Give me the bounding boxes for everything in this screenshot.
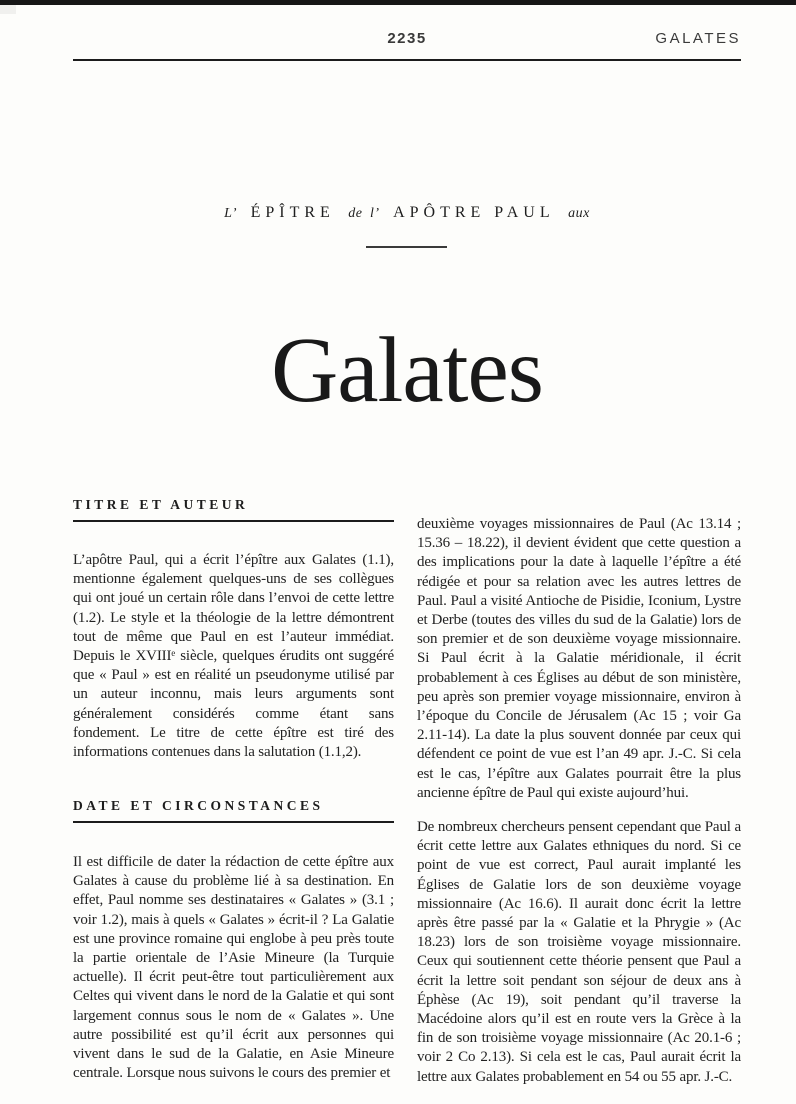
title-kicker bbox=[73, 204, 741, 222]
header-rule bbox=[73, 59, 741, 61]
paragraph-titre-et-auteur: L’apôtre Paul, qui a écrit l’épître aux Galates (1.1), mentionne également quelques-uns de ses collègues qui ont joué un certain rôle dans l’envoi de cette lettre (1.2). Le style et la théologie de la lettre démontrent tout de même que Paul en est l’auteur immédiat. Depuis le XVIIIᵉ siècle, quelques érudits ont suggéré que « Paul » est en réalité un pseudonyme utilisé par un auteur inconnu, mais leurs arguments sont généralement considérés comme étant sans fondement. Le titre de cette épître est tiré des informations contenues dans la salutation (1.1,2). bbox=[73, 552, 394, 761]
kicker-word-epitre: ÉPÎTRE bbox=[250, 204, 335, 221]
section-heading-titre-et-auteur: TITRE ET AUTEUR bbox=[73, 497, 394, 522]
paragraph-right-continuation: deuxième voyages missionnaires de Paul (Ac 13.14 ; 15.36 – 18.22), il devient évident que cette question a des implications pour la date à laquelle l’épître a été rédigée et pour sa relation avec les autres lettres de Paul. Paul a visité Antioche de Pisidie, Iconium, Lystre et Derbe (toutes des villes du sud de la Galatie) lors de son premier et de son deuxième voyage missionnaire. Si Paul écrit à la Galatie méridionale, il écrit probablement à ces Églises au début de son ministère, peu après son premier voyage missionnaire, environ à l’époque du Concile de Jérusalem (Ac 15 ; voir Ga 2.11-14). La date la plus souvent donnée par ceux qui défendent ce point de vue est l’an 49 apr. J.-C. Si cela est le cas, l’épître aux Galates pourrait être la plus ancienne épître de Paul qui existe aujourd’hui. bbox=[417, 516, 741, 801]
kicker-word-apotre-paul: APÔTRE PAUL bbox=[393, 204, 555, 221]
section-heading-date-et-circonstances: DATE ET CIRCONSTANCES bbox=[73, 798, 394, 823]
running-head-title: GALATES bbox=[655, 30, 741, 47]
running-header bbox=[73, 30, 741, 50]
paragraph-date-et-circonstances: Il est difficile de dater la rédaction de cette épître aux Galates à cause du problème lié à sa destination. En effet, Paul nomme ses destinataires « Galates » (3.1 ; voir 1.2), mais à quels « Galates » écrit-il ? La Galatie est une province romaine qui englobe à peu près toute la partie orientale de l’Asie Mineure (la Turquie actuelle). Il écrit peut-être tout particulièrement aux Celtes qui vivent dans le nord de la Galatie et qui sont largement connus sous le nom de « Galates ». Une autre possibilité est qu’il écrit aux personnes qui vivent dans le sud de la Galatie, en Asie Mineure centrale. Lorsque nous suivons le cours des premier et bbox=[73, 854, 394, 1082]
kicker-rule bbox=[366, 246, 447, 248]
kicker-de: de bbox=[348, 206, 363, 221]
kicker-article-2: l’ bbox=[370, 206, 380, 221]
paragraph-right-north-galatia-theory: De nombreux chercheurs pensent cependant que Paul a écrit cette lettre aux Galates ethniques du nord. Si ce point de vue est correct, Paul aurait implanté les Églises de Galatie lors de son deuxième voyage missionnaire (Ac 16.6). Il aurait donc écrit la lettre après être passé par la « Galatie et la Phrygie » (Ac 18.23) lors de son troisième voyage missionnaire. Ceux qui soutiennent cette théorie pensent que Paul a écrit la lettre soit pendant son séjour de deux ans à Éphèse (Ac 19), soit pendant qu’il traverse la Macédoine alors qu’il est en route vers la Grèce à la fin de son troisième voyage missionnaire (Ac 20.1-6 ; voir 2 Co 2.13). Si cela est le cas, Paul aurait écrit la lettre aux Galates probablement en 54 ou 55 apr. J.-C. bbox=[417, 819, 741, 1085]
page-top-edge bbox=[0, 0, 796, 5]
page-top-left-notch bbox=[0, 5, 16, 14]
kicker-article-1: L’ bbox=[224, 206, 238, 221]
book-title: Galates bbox=[271, 319, 543, 423]
kicker-aux: aux bbox=[568, 206, 590, 221]
page-number: 2235 bbox=[387, 30, 427, 47]
